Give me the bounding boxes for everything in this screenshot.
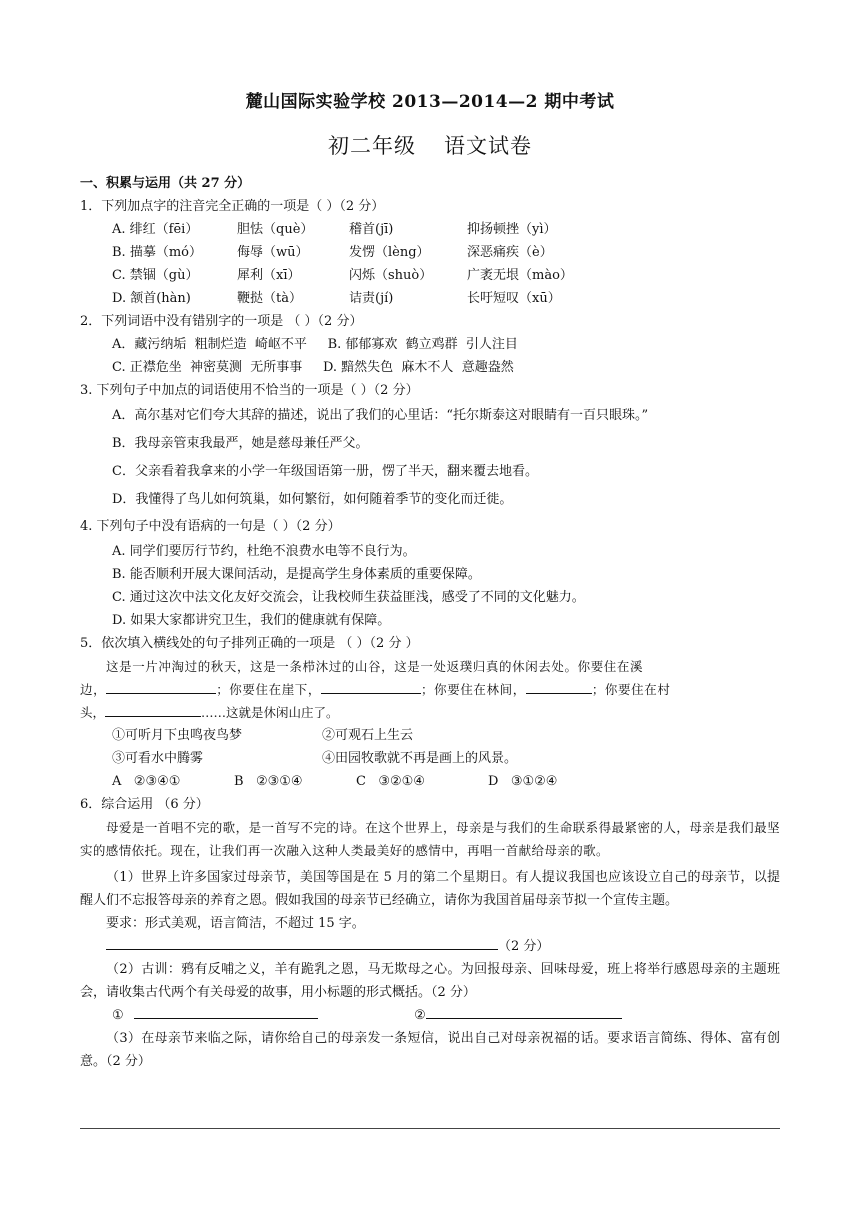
q5-passage-2c: ；你要住在林间， [421, 682, 526, 697]
q1-a-4: 抑扬顿挫（yì） [467, 222, 557, 237]
q1-c-2: 犀利（xī） [237, 268, 301, 283]
exam-subtitle [0, 136, 860, 157]
q5-choices-row1 [80, 724, 780, 747]
subject-label: 语文试卷 [444, 134, 532, 158]
q2-option-cd: C. 正襟危坐 神密莫测 无所事事 D. 黯然失色 麻木不人 意趣盎然 [112, 360, 514, 375]
q5-answer-a: A ②③④① [112, 774, 181, 789]
question-4-stem: 4. 下列句子中没有语病的一句是（ ）（2 分） [80, 519, 341, 534]
q6-sub1-blank[interactable] [106, 935, 498, 950]
q4-option-b: B. 能否顺利开展大课间活动，是提高学生身体素质的重要保障。 [112, 567, 481, 582]
q1-b-3: 发愣（lèng） [349, 245, 430, 260]
exam-content [80, 172, 780, 1073]
q4-option-d: D. 如果大家都讲究卫生，我们的健康就有保障。 [112, 613, 391, 628]
q6-sub2-answer-line [80, 1004, 780, 1027]
q1-c-3: 闪烁（shuò） [349, 268, 433, 283]
q6-sub2-blank-1[interactable] [134, 1004, 318, 1019]
q3-option-b: B．我母亲管束我最严，她是慈母兼任严父。 [112, 436, 369, 451]
q5-passage-2b: ；你要住在崖下， [216, 682, 322, 697]
q1-b-2: 侮辱（wū） [237, 245, 309, 260]
q5-choice-4: ④田园牧歌就不再是画上的风景。 [322, 751, 518, 766]
q6-intro: 母爱是一首唱不完的歌，是一首写不完的诗。在这个世界上，母亲是与我们的生命联系得最紧密的人，母亲是我们最坚实的感情依托。现在，让我们再一次融入这种人类最美好的感情中，再唱一首献给母亲的歌。 [80, 820, 780, 858]
q6-sub2-marker-1: ① [112, 1008, 124, 1023]
q5-passage-line3 [80, 701, 780, 724]
q1-b-4: 深恶痛疾（è） [467, 245, 553, 260]
q3-option-a: A．高尔基对它们夸大其辞的描述，说出了我们的心里话：“托尔斯泰这对眼睛有一百只眼珠。” [112, 408, 649, 423]
q3-option-d: D．我懂得了鸟儿如何筑巢，如何繁衍，如何随着季节的变化而迁徙。 [112, 492, 513, 507]
q1-option-c [80, 264, 780, 287]
q1-a-1: A. 绯红（fēi） [112, 222, 199, 237]
q1-option-a [80, 218, 780, 241]
q4-option-a: A. 同学们要厉行节约，杜绝不浪费水电等不良行为。 [112, 544, 416, 559]
q6-sub3: （3）在母亲节来临之际，请你给自己的母亲发一条短信，说出自己对母亲祝福的话。要求语言简练、得体、富有创意。（2 分） [80, 1031, 780, 1069]
q1-c-4: 广袤无垠（mào） [467, 268, 573, 283]
q5-choice-3: ③可看水中腾雾 [112, 751, 204, 766]
q3-option-c: C．父亲看着我拿来的小学一年级国语第一册，愣了半天，翻来覆去地看。 [112, 464, 538, 479]
q1-a-2: 胆怯（què） [237, 222, 314, 237]
q1-b-1: B. 描摹（mó） [112, 245, 202, 260]
q6-sub2-blank-2[interactable] [426, 1004, 622, 1019]
q6-sub2-marker-2: ② [414, 1008, 426, 1023]
q6-sub1-answer-line [80, 935, 780, 958]
bottom-divider [80, 1128, 780, 1129]
q1-d-3: 诘责(jí) [349, 291, 394, 306]
q1-d-4: 长吁短叹（xū） [467, 291, 561, 306]
section-heading: 一、积累与运用（共 27 分） [80, 176, 251, 191]
q5-answer-c: C ③②①④ [356, 774, 425, 789]
q5-blank-4[interactable] [105, 702, 201, 717]
question-6-stem: 6．综合运用 （6 分） [80, 797, 209, 812]
q5-passage-line2 [80, 678, 780, 701]
q1-c-1: C. 禁锢（gù） [112, 268, 199, 283]
q6-sub1-requirement: 要求：形式美观，语言简洁，不超过 15 字。 [106, 916, 365, 931]
q4-option-c: C. 通过这次中法文化友好交流会，让我校师生获益匪浅，感受了不同的文化魅力。 [112, 590, 585, 605]
question-3-stem: 3. 下列句子中加点的词语使用不恰当的一项是（ ）（2 分） [80, 383, 419, 398]
q5-passage-1: 这是一片冲淘过的秋天，这是一条栉沐过的山谷，这是一处返璞归真的休闲去处。你要住在溪 [106, 659, 644, 674]
q5-blank-1[interactable] [106, 679, 216, 694]
q5-blank-2[interactable] [321, 679, 421, 694]
q1-option-b [80, 241, 780, 264]
q5-choices-row2 [80, 747, 780, 770]
q5-choice-2: ②可观石上生云 [322, 728, 414, 743]
q5-passage-3a: 头， [80, 705, 106, 720]
exam-title: 麓山国际实验学校 2013—2014—2 期中考试 [245, 92, 615, 112]
q5-passage-2a: 边， [80, 682, 107, 697]
q5-passage-2d: ；你要住在村 [591, 682, 671, 697]
q6-sub1: （1）世界上许多国家过母亲节，美国等国是在 5 月的第二个星期日。有人提议我国也应该设立自己的母亲节，以提醒人们不忘报答母亲的养育之恩。假如我国的母亲节已经确立，请你为我国首届母亲节拟一个宣传主题。 [80, 870, 780, 908]
q1-d-2: 鞭挞（tà） [237, 291, 302, 306]
q1-a-3: 稽首(jī) [349, 222, 394, 237]
q1-option-d [80, 287, 780, 310]
question-2-stem: 2．下列词语中没有错别字的一项是 （ ）（2 分） [80, 314, 363, 329]
q6-sub1-score: （2 分） [498, 939, 550, 954]
q5-blank-3[interactable] [526, 679, 592, 694]
grade-label: 初二年级 [328, 134, 416, 158]
q5-passage-3b: ……这就是休闲山庄了。 [201, 705, 339, 720]
q5-choice-1: ①可听月下虫鸣夜鸟梦 [112, 728, 243, 743]
q5-passage-line1 [80, 655, 780, 678]
question-1-stem: 1．下列加点字的注音完全正确的一项是（ ）（2 分） [80, 199, 385, 214]
q5-answers-row [80, 770, 780, 793]
q6-sub2: （2）古训：鸦有反哺之义，羊有跪乳之恩，马无欺母之心。为回报母亲、回味母爱，班上将举行感恩母亲的主题班会，请收集古代两个有关母爱的故事，用小标题的形式概括。（2 分） [80, 962, 780, 1000]
q5-answer-b: B ②③①④ [234, 774, 303, 789]
question-5-stem: 5．依次填入横线处的句子排列正确的一项是 （ ）（2 分 ） [80, 636, 419, 651]
q2-option-ab: A．藏污纳垢 粗制烂造 崎岖不平 B. 郁郁寡欢 鹤立鸡群 引人注目 [112, 337, 518, 352]
q5-answer-d: D ③①②④ [488, 774, 558, 789]
q1-d-1: D. 颔首(hàn) [112, 291, 191, 306]
